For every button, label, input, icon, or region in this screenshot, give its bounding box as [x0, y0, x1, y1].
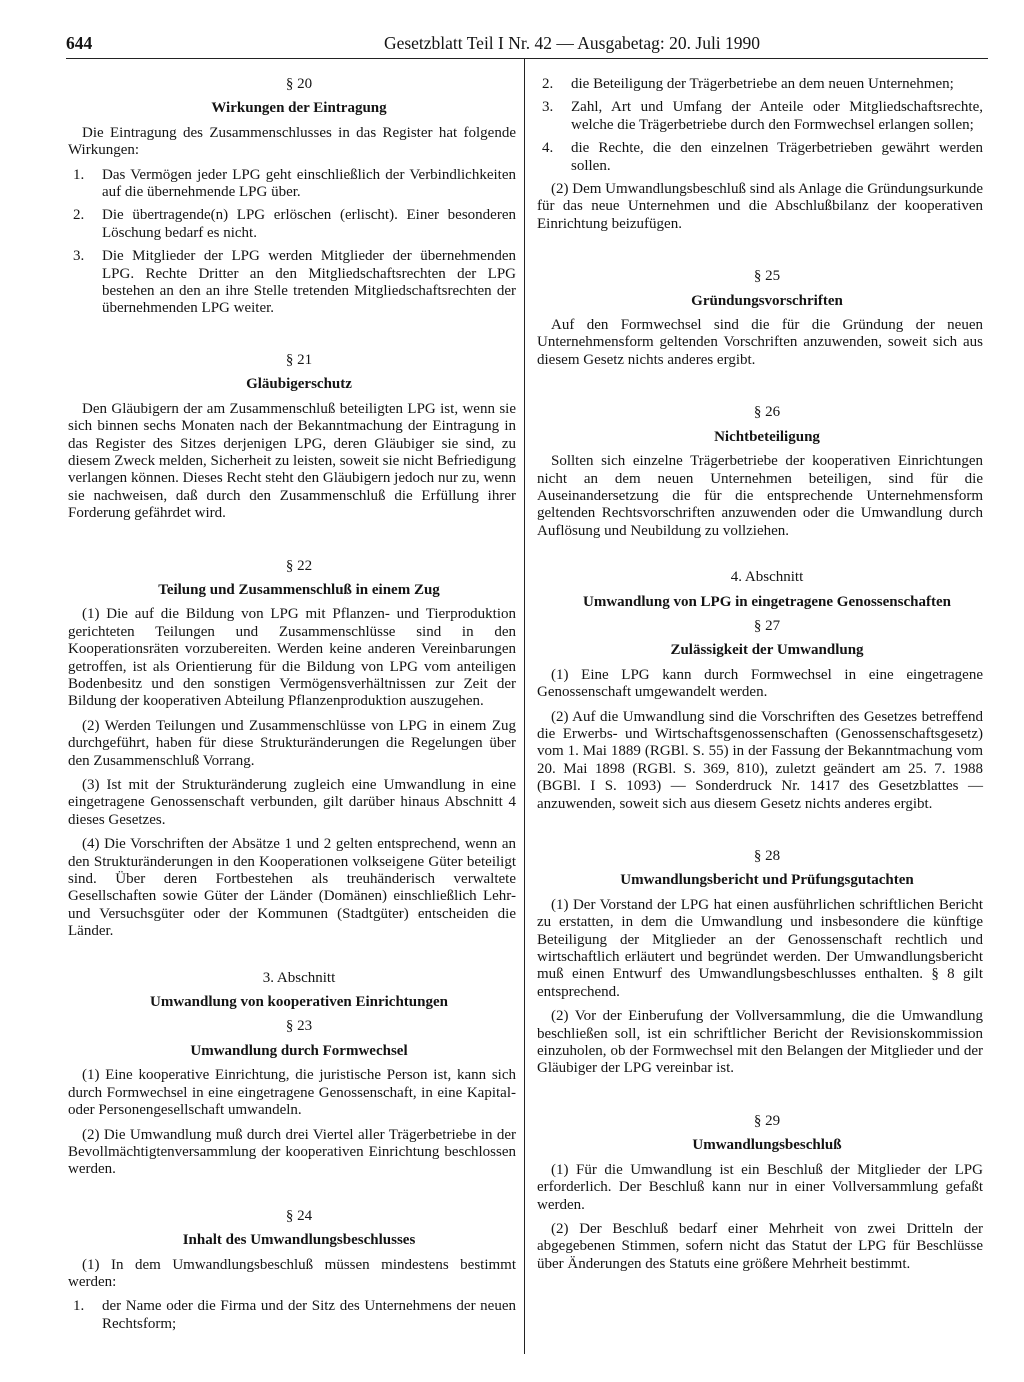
list-item	[68, 167, 516, 202]
section-title: Teilung und Zusammenschluß in einem Zug	[158, 581, 440, 598]
section-title: Wirkungen der Eintragung	[211, 100, 387, 117]
paragraph: (1) Eine kooperative Einrichtung, die juristische Person ist, kann sich durch Formwechsel in eine eingetragene Genossenschaft, in eine Kapital- oder Personengesellschaft umwandeln.	[68, 1067, 516, 1119]
chapter-title: Umwandlung von LPG in eingetragene Genossenschaften	[583, 593, 951, 610]
paragraph: Sollten sich einzelne Trägerbetriebe der kooperativen Einrichtungen nicht an dem neuen Unternehmen beteiligen, sind für die Auseinandersetzung die für die entsprechende Unternehmensform geltenden Rechtsvorschriften anzuwenden oder die Umwandlung durch Auflösung und Neubildung zu vollziehen.	[537, 453, 983, 539]
section-number: § 28	[753, 848, 781, 864]
paragraph: (2) Der Beschluß bedarf einer Mehrheit von zwei Dritteln der abgegebenen Stimmen, sofern nicht das Statut der LPG für Beschlüsse über Änderungen des Statuts eine größere Mehrheit bestimmt.	[537, 1220, 983, 1272]
list-number: 1.	[73, 166, 85, 183]
section-title: Nichtbeteiligung	[714, 428, 820, 445]
list-text: der Name oder die Firma und der Sitz des Unternehmens der neuen Rechtsform;	[102, 1298, 516, 1332]
list-text: die Beteiligung der Trägerbetriebe an dem neuen Unternehmen;	[571, 76, 954, 92]
paragraph: (1) Für die Umwandlung ist ein Beschluß der Mitglieder der LPG erforderlich. Der Beschluß kann nur in einer Vollversammlung gefaßt werden.	[537, 1161, 983, 1213]
section-title: Umwandlungsbeschluß	[692, 1137, 842, 1154]
paragraph: (2) Werden Teilungen und Zusammenschlüsse von LPG in einem Zug durchgeführt, haben für diese Strukturänderungen die Regelungen über den Zusammenschluß Vorrang.	[68, 717, 516, 769]
list-number: 2.	[542, 76, 554, 92]
left-column	[68, 76, 516, 1339]
list-number: 1.	[73, 1298, 85, 1315]
paragraph: (1) Eine LPG kann durch Formwechsel in eine eingetragene Genossenschaft umgewandelt werden.	[537, 666, 983, 701]
list-item	[68, 248, 516, 318]
chapter-label: 3. Abschnitt	[262, 969, 336, 986]
section-number: § 24	[285, 1207, 313, 1224]
paragraph: (3) Ist mit der Strukturänderung zugleich eine Umwandlung in eine eingetragene Genossenschaft verbunden, gilt darüber hinaus Abschnitt 4 dieses Gesetzes.	[68, 777, 516, 828]
list-number: 4.	[542, 140, 554, 157]
list-item	[537, 140, 983, 175]
column-divider	[524, 58, 525, 1354]
section-number: § 22	[285, 557, 313, 574]
list-text: Das Vermögen jeder LPG geht einschließlich der Verbindlichkeiten auf die übernehmende LPG über.	[102, 166, 516, 201]
section-number: § 26	[753, 404, 781, 421]
list-number: 3.	[73, 248, 85, 265]
chapter-label: 4. Abschnitt	[730, 569, 804, 586]
list-text: Die Mitglieder der LPG werden Mitglieder der übernehmenden LPG. Rechte Dritter an den Mitgliedschaftsrechten der LPG bestehen an den an ihre Stelle tretenden Mitgliedschaftsrechten der übernehmenden LPG weiter.	[102, 248, 516, 317]
list-item	[537, 76, 983, 93]
section-number: § 21	[285, 351, 313, 368]
list-text: Zahl, Art und Umfang der Anteile oder Mitgliedschaftsrechte, welche die Trägerbetriebe durch den Formwechsel erlangen sollen;	[571, 99, 983, 133]
paragraph: Den Gläubigern der am Zusammenschluß beteiligten LPG ist, wenn sie sich binnen sechs Monaten nach der Bekanntmachung der Eintragung in das Register des Sitzes derjenigen LPG, deren Gläubiger sie sind, zu diesem Zweck melden, Sicherheit zu leisten, soweit sie nicht Befriedigung verlangen können. Dieses Recht steht den Gläubigern jedoch nur zu, wenn sie nachweisen, daß durch den Zusammenschluß die Erfüllung ihrer Forderung gefährdet wird.	[68, 400, 516, 522]
section-number: § 27	[753, 617, 781, 634]
chapter-title: Umwandlung von kooperativen Einrichtungen	[150, 994, 448, 1011]
gazette-title: Gesetzblatt Teil I Nr. 42 — Ausgabetag: 20. Juli 1990	[383, 33, 761, 53]
section-title: Umwandlungsbericht und Prüfungsgutachten	[620, 872, 914, 889]
paragraph: (2) Die Umwandlung muß durch drei Viertel aller Trägerbetriebe in der Bevollmächtigtenversammlung der kooperativen Einrichtung beschlossen werden.	[68, 1126, 516, 1178]
page-number: 644	[66, 33, 93, 53]
section-title: Gründungsvorschriften	[691, 292, 843, 309]
section-number: § 29	[753, 1112, 781, 1129]
section-title: Inhalt des Umwandlungsbeschlusses	[182, 1232, 416, 1249]
list-item	[68, 1298, 516, 1333]
list-number: 2.	[73, 207, 85, 224]
list-item	[537, 99, 983, 134]
paragraph: (4) Die Vorschriften der Absätze 1 und 2 gelten entsprechend, wenn an den Strukturänderungen in den Kooperationen volkseigene Güter beteiligt sind. Über deren Fortbestehen als treuhänderisch verwaltete Gesellschaften sowie Güter der Länder (Domänen) einschließlich Lehr- und Versuchsgüter oder der Kommunen (Stadtgüter) entscheiden die Länder.	[68, 836, 516, 940]
page-header	[66, 32, 988, 56]
list-number: 3.	[542, 99, 554, 116]
list-item	[68, 207, 516, 242]
paragraph: Auf den Formwechsel sind die für die Gründung der neuen Unternehmensform geltenden Vorschriften anzuwenden, soweit sich aus diesem Gesetz nichts anderes ergibt.	[537, 317, 983, 368]
paragraph: (1) Der Vorstand der LPG hat einen ausführlichen schriftlichen Bericht zu erstatten, in dem die Umwandlung und insbesondere die künftige Beteiligung der Mitglieder an der Genossenschaft rechtlich und wirtschaftlich erläutert und begründet werden. Der Umwandlungsbericht muß einen Entwurf des Umwandlungsbeschlusses enthalten. § 8 gilt entsprechend.	[537, 896, 983, 1000]
section-number: § 23	[285, 1018, 313, 1035]
list-text: Die übertragende(n) LPG erlöschen (erlischt). Einer besonderen Löschung bedarf es nicht.	[102, 207, 516, 241]
list-text: die Rechte, die den einzelnen Trägerbetrieben gewährt werden sollen.	[571, 140, 983, 174]
paragraph: Die Eintragung des Zusammenschlusses in das Register hat folgende Wirkungen:	[68, 124, 516, 159]
paragraph: (1) Die auf die Bildung von LPG mit Pflanzen- und Tierproduktion gerichteten Teilungen und Zusammenschlüsse sind in den Kooperationsräten vorzubereiten. Werden keine anderen Vereinbarungen getroffen, ist als Orientierung für die Bildung von LPG vom anteiligen Bodenbesitz und den sonstigen Vermögensverhältnissen zur Zeit der Bildung der kooperativen Abteilung Pflanzenproduktion auszugehen.	[68, 606, 516, 710]
section-title: Zulässigkeit der Umwandlung	[670, 642, 864, 659]
section-number: § 20	[285, 76, 313, 92]
section-number: § 25	[753, 268, 781, 285]
paragraph: (2) Vor der Einberufung der Vollversammlung, die die Umwandlung beschließen soll, ist ein schriftlicher Bericht der Revisionskommission einzuholen, ob der Formwechsel mit den Belangen der Mitglieder und der Gläubiger der LPG vereinbar ist.	[537, 1008, 983, 1077]
paragraph: (2) Dem Umwandlungsbeschluß sind als Anlage die Gründungsurkunde für das neue Unternehmen und die Abschlußbilanz der kooperativen Einrichtung beizufügen.	[537, 181, 984, 232]
section-title: Gläubigerschutz	[246, 376, 352, 393]
section-title: Umwandlung durch Formwechsel	[190, 1042, 408, 1059]
paragraph: (1) In dem Umwandlungsbeschluß müssen mindestens bestimmt werden:	[68, 1256, 516, 1290]
paragraph: (2) Auf die Umwandlung sind die Vorschriften des Gesetzes betreffend die Erwerbs- und Wirtschaftsgenossenschaften (Genossenschaftsgesetz) vom 1. Mai 1889 (RGBl. S. 55) in der Fassung der Bekanntmachung vom 20. Mai 1898 (RGBl. S. 369, 810), zuletzt geändert am 25. 7. 1988 (BGBl. I S. 1093) — Sonderdruck Nr. 1417 des Gesetzblattes — anzuwenden, soweit sich aus diesem Gesetz nichts anderes ergibt.	[537, 708, 983, 812]
right-column	[537, 76, 983, 1280]
header-rule	[66, 58, 988, 59]
